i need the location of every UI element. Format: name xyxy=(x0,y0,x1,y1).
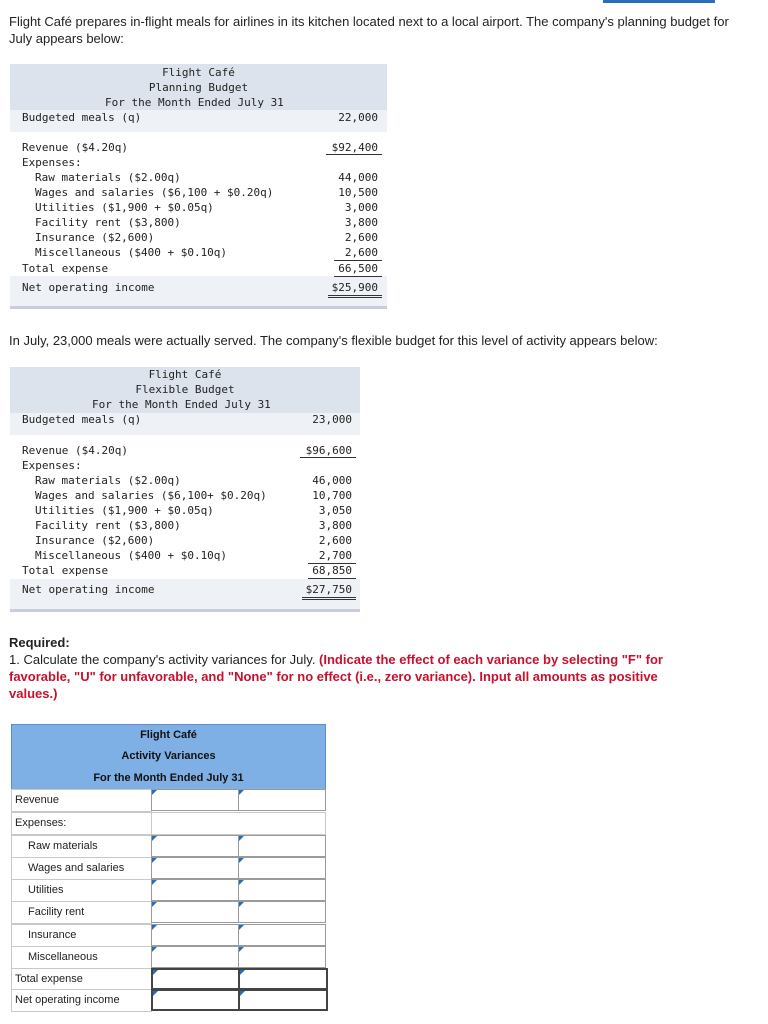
raw-materials-label: Raw materials xyxy=(28,840,98,852)
planning-title-period: For the Month Ended July 31 xyxy=(105,96,284,109)
flexible-utilities-label: Utilities ($1,900 + $0.05q) xyxy=(35,504,214,517)
planning-noi-value: $25,900 xyxy=(331,281,378,294)
facility-rent-effect-select[interactable] xyxy=(238,901,326,923)
expenses-label: Expenses: xyxy=(15,817,67,829)
expenses-row xyxy=(11,812,326,834)
net-operating-income-label: Net operating income xyxy=(15,994,120,1006)
flexible-meals-label: Budgeted meals (q) xyxy=(22,413,142,426)
net-operating-income-row xyxy=(11,989,326,1011)
flexible-noi-label: Net operating income xyxy=(22,583,155,596)
planning-expenses-label: Expenses: xyxy=(22,156,82,169)
required-question xyxy=(9,651,709,702)
utilities-amount-input[interactable] xyxy=(151,879,239,901)
required-instruction: (Indicate the effect of each variance by selecting "F" for favorable, "U" for unfavorable, and "None" for no effect (i.e., zero variance). Input all amounts as positive values.) xyxy=(9,652,663,701)
revenue-label: Revenue xyxy=(15,794,60,806)
variances-title-name: Activity Variances xyxy=(121,750,216,762)
miscellaneous-effect-select[interactable] xyxy=(238,946,326,968)
revenue-effect-select[interactable] xyxy=(238,789,326,811)
flexible-noi-value: $27,750 xyxy=(305,583,352,596)
flexible-wages-value: 10,700 xyxy=(312,489,352,502)
planning-rent-value: 3,800 xyxy=(344,216,378,229)
planning-insurance-value: 2,600 xyxy=(344,231,378,244)
facility-rent-amount-input[interactable] xyxy=(151,901,239,923)
planning-title-name: Planning Budget xyxy=(148,81,249,94)
required-heading: Required: xyxy=(9,635,70,650)
insurance-label: Insurance xyxy=(28,929,77,941)
variances-title-period: For the Month Ended July 31 xyxy=(93,772,244,784)
planning-total-label: Total expense xyxy=(22,262,109,275)
utilities-row xyxy=(11,879,326,901)
planning-raw-value: 44,000 xyxy=(338,171,378,184)
flexible-rent-value: 3,800 xyxy=(318,519,352,532)
variances-title-company: Flight Café xyxy=(140,729,197,741)
planning-budget-table xyxy=(10,64,387,312)
flexible-title-name: Flexible Budget xyxy=(135,383,235,396)
flexible-revenue-value: $96,600 xyxy=(305,444,352,457)
wages-row xyxy=(11,857,326,879)
planning-total-value: 66,500 xyxy=(338,262,378,275)
activity-variances-table xyxy=(11,724,326,1010)
planning-wages-value: 10,500 xyxy=(338,186,378,199)
utilities-effect-select[interactable] xyxy=(238,879,326,901)
flexible-title-period: For the Month Ended July 31 xyxy=(92,398,271,411)
total-expense-label: Total expense xyxy=(15,973,83,985)
wages-effect-select[interactable] xyxy=(238,857,326,879)
raw-materials-effect-select[interactable] xyxy=(238,835,326,857)
planning-meals-label: Budgeted meals (q) xyxy=(22,111,142,124)
planning-meals-value: 22,000 xyxy=(338,111,378,124)
flexible-total-value: 68,850 xyxy=(312,564,352,577)
flexible-wages-label: Wages and salaries ($6,100+ $0.20q) xyxy=(35,489,267,502)
insurance-effect-select[interactable] xyxy=(238,924,326,946)
miscellaneous-amount-input[interactable] xyxy=(151,946,239,968)
flexible-insurance-value: 2,600 xyxy=(318,534,352,547)
planning-misc-label: Miscellaneous ($400 + $0.10q) xyxy=(35,246,228,259)
insurance-amount-input[interactable] xyxy=(151,924,239,946)
total-expense-effect-select[interactable] xyxy=(238,968,328,990)
wages-label: Wages and salaries xyxy=(28,862,125,874)
flexible-insurance-label: Insurance ($2,600) xyxy=(35,534,155,547)
planning-title-company: Flight Café xyxy=(162,66,235,79)
flexible-expenses-label: Expenses: xyxy=(22,459,82,472)
planning-raw-label: Raw materials ($2.00q) xyxy=(35,171,181,184)
net-operating-income-effect-select[interactable] xyxy=(238,989,328,1011)
utilities-label: Utilities xyxy=(28,884,64,896)
planning-utilities-value: 3,000 xyxy=(344,201,378,214)
planning-insurance-label: Insurance ($2,600) xyxy=(35,231,155,244)
flexible-misc-label: Miscellaneous ($400 + $0.10q) xyxy=(35,549,228,562)
flexible-raw-value: 46,000 xyxy=(312,474,352,487)
insurance-row xyxy=(11,924,326,946)
flexible-misc-value: 2,700 xyxy=(318,549,352,562)
planning-misc-value: 2,600 xyxy=(344,246,378,259)
miscellaneous-row xyxy=(11,946,326,968)
flexible-total-label: Total expense xyxy=(22,564,109,577)
total-expense-amount-input[interactable] xyxy=(151,968,241,990)
net-operating-income-amount-input[interactable] xyxy=(151,989,241,1011)
planning-wages-label: Wages and salaries ($6,100 + $0.20q) xyxy=(35,186,274,199)
required-question-text: 1. Calculate the company's activity variances for July. xyxy=(9,652,320,667)
expenses-blank xyxy=(151,812,326,835)
flexible-budget-table xyxy=(10,367,360,617)
flexible-rent-label: Facility rent ($3,800) xyxy=(35,519,181,532)
revenue-amount-input[interactable] xyxy=(151,789,239,811)
raw-materials-amount-input[interactable] xyxy=(151,835,239,857)
raw-materials-row xyxy=(11,835,326,857)
facility-rent-label: Facility rent xyxy=(28,906,85,918)
variances-header xyxy=(11,724,326,790)
flexible-raw-label: Raw materials ($2.00q) xyxy=(35,474,181,487)
flexible-revenue-label: Revenue ($4.20q) xyxy=(22,444,128,457)
facility-rent-row xyxy=(11,901,326,923)
total-expense-row xyxy=(11,968,326,990)
planning-utilities-label: Utilities ($1,900 + $0.05q) xyxy=(35,201,214,214)
flexible-utilities-value: 3,050 xyxy=(318,504,352,517)
top-accent-bar xyxy=(603,0,715,3)
miscellaneous-label: Miscellaneous xyxy=(28,951,98,963)
intro-paragraph: Flight Café prepares in-flight meals for airlines in its kitchen located next to a local airport. The company's planning budget for July appears below: xyxy=(9,14,729,46)
flexible-meals-value: 23,000 xyxy=(312,413,352,426)
revenue-row xyxy=(11,789,326,811)
wages-amount-input[interactable] xyxy=(151,857,239,879)
flexible-intro-paragraph: In July, 23,000 meals were actually served. The company's flexible budget for this level of activity appears below: xyxy=(9,333,658,348)
flexible-title-company: Flight Café xyxy=(148,368,222,381)
planning-revenue-label: Revenue ($4.20q) xyxy=(22,141,128,154)
planning-rent-label: Facility rent ($3,800) xyxy=(35,216,181,229)
planning-revenue-value: $92,400 xyxy=(331,141,378,154)
planning-noi-label: Net operating income xyxy=(22,281,155,294)
